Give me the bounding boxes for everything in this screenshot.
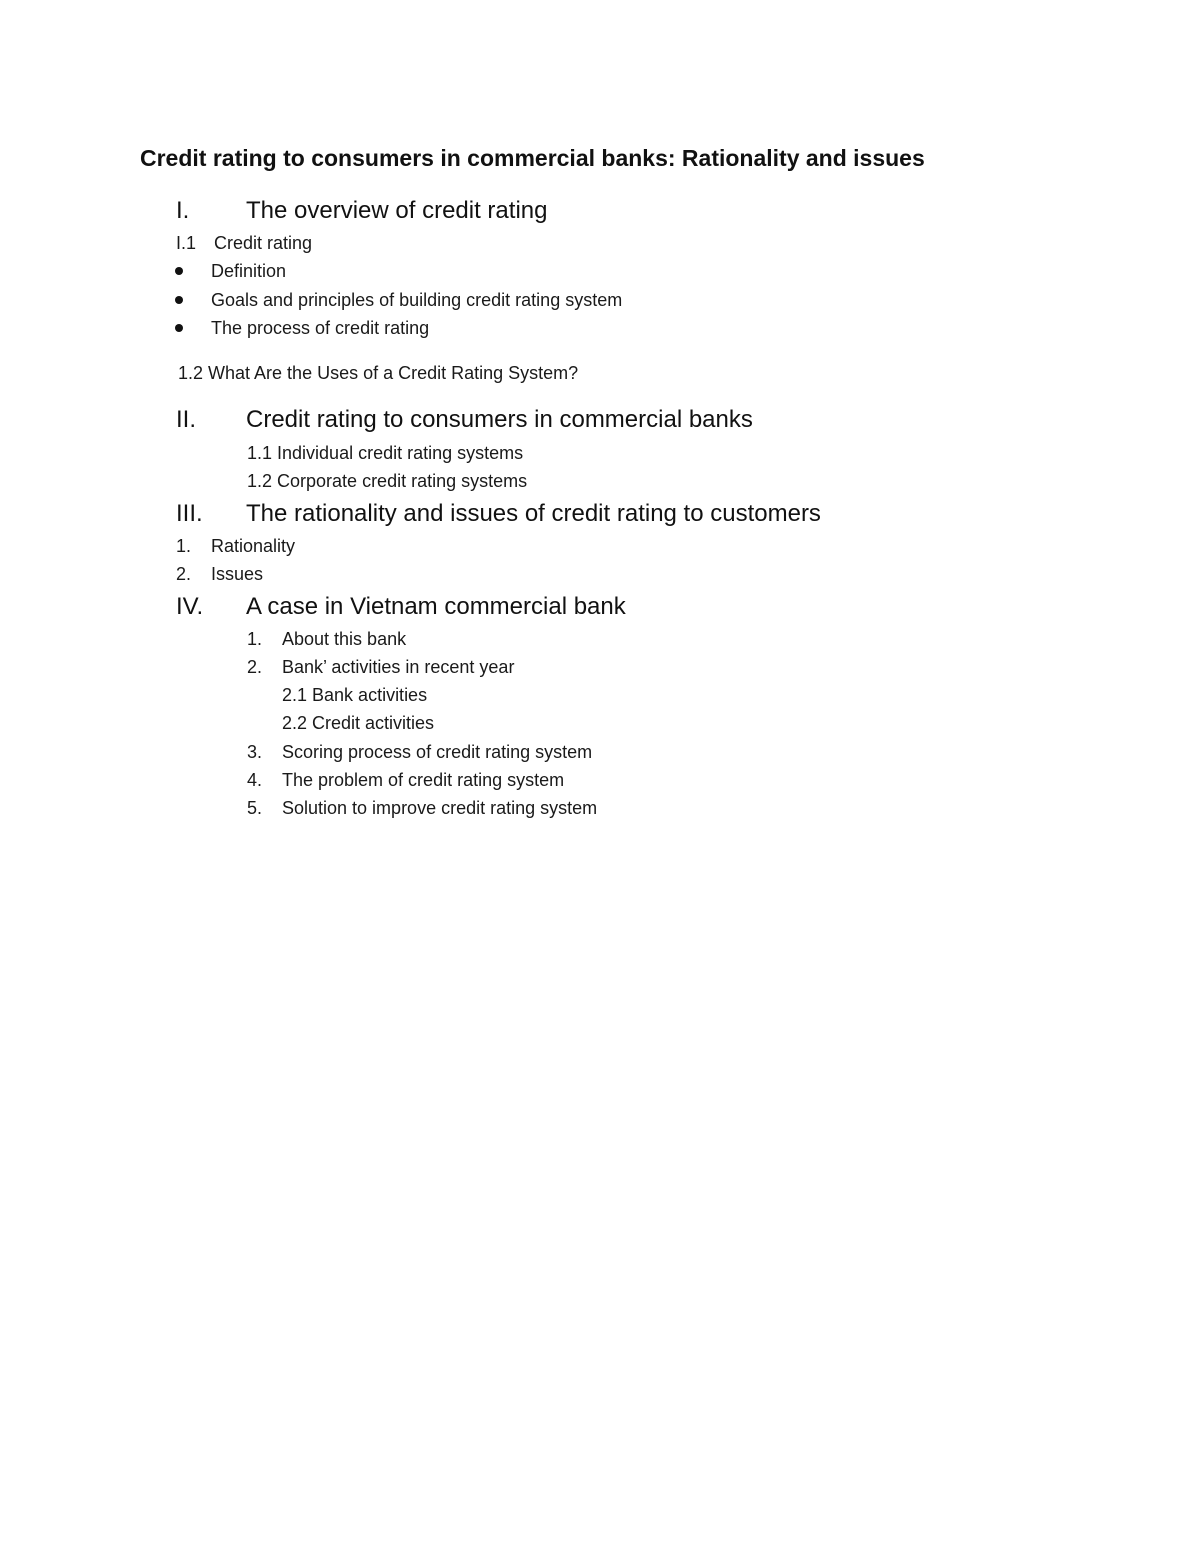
list-item-number: 2. [176, 564, 192, 584]
bullet-item-process: The process of credit rating [211, 318, 430, 338]
list-item [176, 537, 476, 559]
list-item [247, 743, 747, 765]
section-4-heading [176, 595, 976, 623]
list-item-label: Scoring process of credit rating system [282, 742, 593, 762]
list-item [247, 771, 747, 793]
bullet-icon [175, 324, 183, 332]
list-item-label: 2.1 Bank activities [282, 685, 428, 705]
list-item-number: 3. [247, 742, 263, 762]
list-item-label: About this bank [282, 629, 407, 649]
list-item [247, 630, 747, 652]
list-item-label: Solution to improve credit rating system [282, 798, 598, 818]
list-item-number: 5. [247, 798, 263, 818]
section-1-numeral: I. [176, 197, 190, 224]
list-item: 1.2 Corporate credit rating systems [247, 471, 528, 491]
list-item [247, 714, 747, 736]
section-2-title: Credit rating to consumers in commercial banks [246, 406, 753, 433]
list-item-label: The problem of credit rating system [282, 770, 565, 790]
list-item-label: 2.2 Credit activities [282, 713, 435, 733]
list-item-number: 1. [176, 536, 192, 556]
document-title: Credit rating to consumers in commercial banks: Rationality and issues [140, 145, 925, 171]
subsection-1-1 [176, 234, 676, 256]
list-item [247, 658, 747, 680]
bullet-icon [175, 267, 183, 275]
section-2-numeral: II. [176, 406, 197, 433]
list-item: 1.1 Individual credit rating systems [247, 443, 524, 463]
list-item-number: 4. [247, 770, 263, 790]
section-1-title: The overview of credit rating [246, 197, 548, 224]
bullet-item-definition: Definition [211, 261, 287, 281]
bullet-icon [175, 296, 183, 304]
list-item-label: Bank’ activities in recent year [282, 657, 515, 677]
list-item [247, 686, 747, 708]
list-item-label: Rationality [211, 536, 296, 556]
section-3-heading [176, 502, 1076, 530]
section-4-title: A case in Vietnam commercial bank [246, 593, 626, 620]
section-4-numeral: IV. [176, 593, 204, 620]
list-item [247, 799, 747, 821]
subsection-1-1-label: Credit rating [214, 233, 313, 253]
section-3-numeral: III. [176, 500, 203, 527]
list-item-number: 1. [247, 629, 263, 649]
section-1-heading [176, 199, 876, 227]
list-item-label: Issues [211, 564, 264, 584]
list-item [176, 565, 476, 587]
bullet-item-goals: Goals and principles of building credit rating system [211, 290, 623, 310]
subsection-1-2: 1.2 What Are the Uses of a Credit Rating System? [178, 363, 579, 383]
list-item-number: 2. [247, 657, 263, 677]
section-2-heading [176, 408, 976, 436]
section-3-title: The rationality and issues of credit rating to customers [246, 500, 821, 527]
subsection-1-1-number: I.1 [176, 233, 197, 253]
